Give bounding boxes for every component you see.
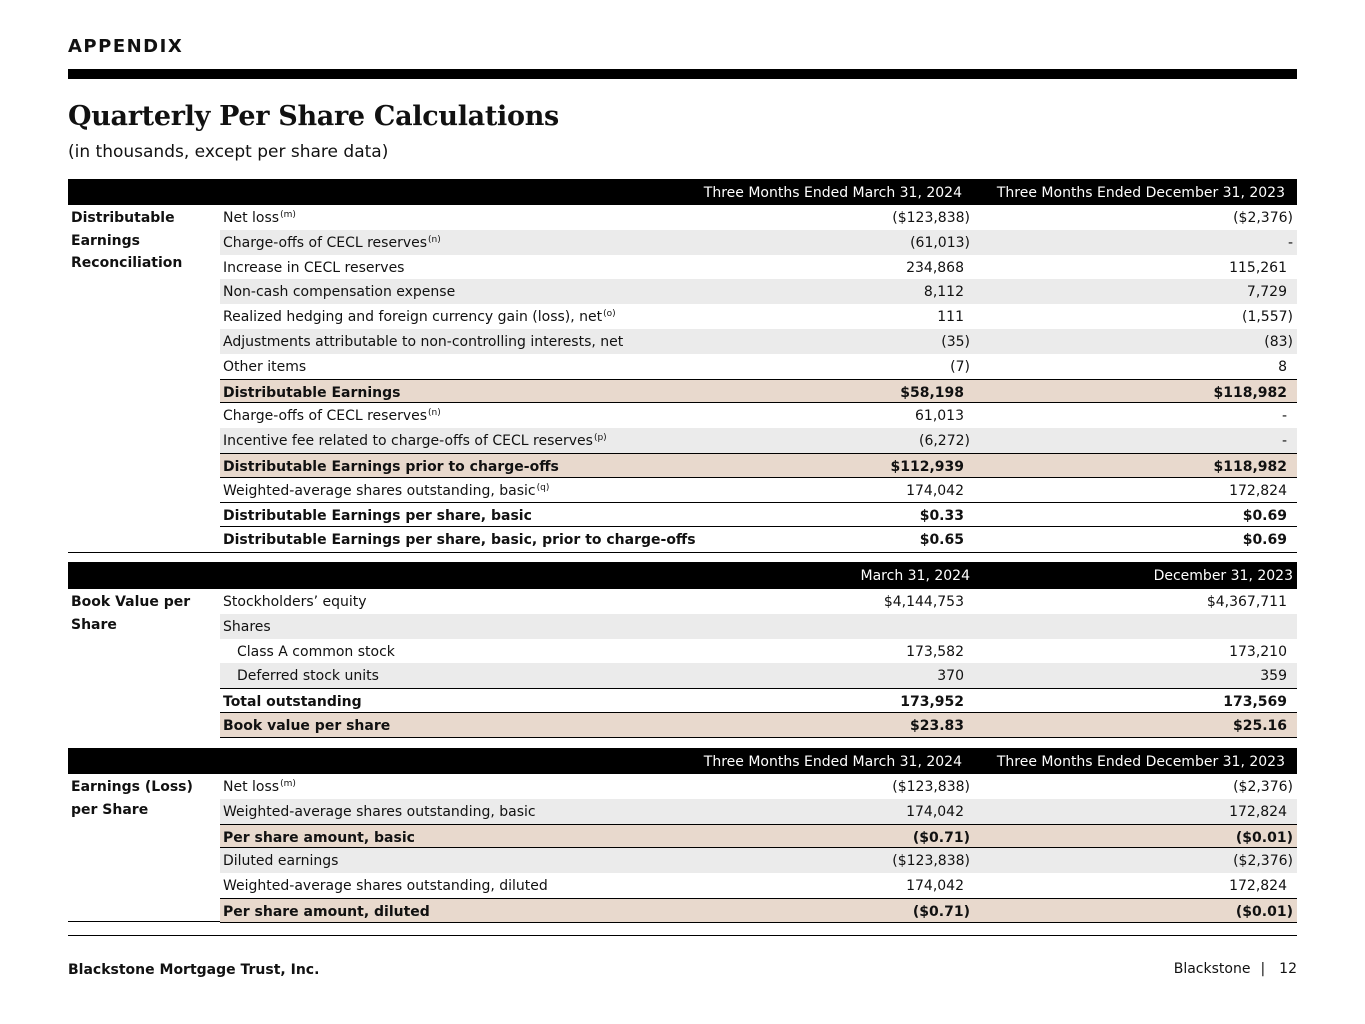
value-current: $0.65 <box>919 532 964 549</box>
row-label: Deferred stock units <box>237 668 379 685</box>
value-prior: 8 <box>1278 358 1287 375</box>
value-current: $112,939 <box>890 458 964 475</box>
footer-separator: | <box>1260 961 1266 977</box>
row-group-label: Book Value per Share <box>71 594 191 633</box>
table-row <box>220 279 1297 304</box>
value-prior: $0.69 <box>1242 507 1287 524</box>
value-current: ($123,838) <box>892 853 970 870</box>
value-prior: (83) <box>1264 333 1293 350</box>
table-row <box>220 614 1297 639</box>
table-row <box>220 589 1297 614</box>
table-row <box>220 873 1297 898</box>
section-label: APPENDIX <box>68 36 184 57</box>
table-row <box>220 205 1297 230</box>
value-current: 174,042 <box>906 878 964 895</box>
value-current: 174,042 <box>906 482 964 499</box>
value-prior: $4,367,711 <box>1206 594 1287 610</box>
total-row <box>220 688 1297 713</box>
value-prior: ($0.01) <box>1235 829 1293 846</box>
value-prior: 359 <box>1260 668 1287 685</box>
value-prior: 173,210 <box>1229 643 1287 660</box>
value-prior: 7,729 <box>1246 284 1287 301</box>
per-share-row <box>220 527 1297 552</box>
value-current: (35) <box>941 333 970 350</box>
row-label: Diluted earnings <box>223 853 339 870</box>
table-row <box>220 304 1297 329</box>
row-label: Charge-offs of CECL reserves$^{(n)}$ <box>223 408 441 425</box>
column-header-q1-2024: Three Months Ended March 31, 2024 <box>703 185 962 201</box>
column-header-q4-2023: Three Months Ended December 31, 2023 <box>996 754 1285 770</box>
total-row <box>220 898 1297 923</box>
value-current: 234,868 <box>906 259 964 276</box>
column-header-mar-2024: March 31, 2024 <box>860 568 970 584</box>
row-label: Class A common stock <box>237 643 395 660</box>
table-row <box>220 663 1297 688</box>
value-prior: 172,824 <box>1229 878 1287 895</box>
footnote-ref: (p) <box>593 433 607 444</box>
value-prior: ($2,376) <box>1233 210 1293 226</box>
value-prior: $25.16 <box>1232 717 1287 734</box>
page-number: 12 <box>1279 961 1297 977</box>
row-label: Net loss$^{(m)}$ <box>223 210 296 226</box>
value-prior: 172,824 <box>1229 803 1287 820</box>
table-row <box>220 230 1297 255</box>
value-current: 174,042 <box>906 803 964 820</box>
table-row <box>220 799 1297 824</box>
earnings-per-share-table <box>68 748 1297 922</box>
value-current: $0.33 <box>919 507 964 524</box>
total-row <box>220 824 1297 849</box>
row-label: Increase in CECL reserves <box>223 259 405 276</box>
value-current: 8,112 <box>923 284 964 301</box>
footer-rule <box>68 935 1297 936</box>
value-current: $4,144,753 <box>883 594 964 610</box>
brand-name: Blackstone <box>1173 961 1251 977</box>
table-row <box>220 848 1297 873</box>
row-label: Per share amount, basic <box>223 829 415 846</box>
row-label: Total outstanding <box>223 694 362 711</box>
page-subtitle: (in thousands, except per share data) <box>68 142 389 162</box>
row-group-label: Distributable Earnings Reconciliation <box>71 210 183 271</box>
value-current: ($123,838) <box>892 210 970 226</box>
value-prior: $118,982 <box>1213 384 1287 401</box>
row-label: Incentive fee related to charge-offs of CECL reserves$^{(p)}$ <box>223 433 607 450</box>
value-current: $23.83 <box>909 717 964 734</box>
value-prior: - <box>1281 408 1287 425</box>
row-label: Charge-offs of CECL reserves$^{(n)}$ <box>223 234 441 251</box>
value-current: (6,272) <box>918 433 970 450</box>
row-label: Shares <box>223 618 271 635</box>
column-header-dec-2023: December 31, 2023 <box>1153 568 1293 584</box>
table-header <box>68 179 1297 205</box>
table-row <box>220 354 1297 379</box>
value-prior: ($2,376) <box>1233 853 1293 870</box>
value-current: $58,198 <box>900 384 964 401</box>
row-label: Weighted-average shares outstanding, basic$^{(q)}$ <box>223 482 550 499</box>
row-label: Book value per share <box>223 717 391 734</box>
footnote-ref: (m) <box>280 210 296 220</box>
total-row <box>220 713 1297 738</box>
value-prior: 172,824 <box>1229 482 1287 499</box>
row-label: Per share amount, diluted <box>223 903 430 920</box>
table-row <box>220 403 1297 428</box>
distributable-earnings-table <box>68 179 1297 553</box>
table-row <box>220 428 1297 453</box>
book-value-table <box>68 562 1297 738</box>
row-label: Adjustments attributable to non-controlling interests, net <box>223 333 624 350</box>
column-header-q4-2023: Three Months Ended December 31, 2023 <box>996 185 1285 201</box>
footnote-ref: (n) <box>428 408 441 419</box>
row-label: Non-cash compensation expense <box>223 284 456 301</box>
value-prior: ($0.01) <box>1235 903 1293 920</box>
value-current: 173,952 <box>900 694 964 711</box>
value-prior: - <box>1281 433 1287 450</box>
value-prior: $0.69 <box>1242 532 1287 549</box>
footnote-ref: (q) <box>536 482 550 493</box>
total-row <box>220 453 1297 478</box>
row-group-label: Earnings (Loss) per Share <box>71 779 193 818</box>
column-header-q1-2024: Three Months Ended March 31, 2024 <box>703 754 962 770</box>
value-prior: 173,569 <box>1223 694 1287 711</box>
value-current: 173,582 <box>906 643 964 660</box>
value-current: ($0.71) <box>912 903 970 920</box>
value-current: (7) <box>950 358 970 375</box>
header-rule <box>68 69 1297 79</box>
value-prior: (1,557) <box>1241 309 1293 326</box>
per-share-row <box>220 503 1297 528</box>
table-row <box>220 255 1297 280</box>
total-row <box>220 379 1297 404</box>
footnote-ref: (m) <box>280 779 296 789</box>
value-prior: $118,982 <box>1213 458 1287 475</box>
value-prior: 115,261 <box>1229 259 1287 276</box>
value-prior: ($2,376) <box>1233 779 1293 795</box>
value-current: 370 <box>937 668 964 685</box>
table-row <box>220 478 1297 503</box>
page-title: Quarterly Per Share Calculations <box>68 101 559 132</box>
table-row <box>220 639 1297 664</box>
table-header <box>68 562 1297 589</box>
row-label: Realized hedging and foreign currency gain (loss), net$^{(o)}$ <box>223 309 616 326</box>
value-current: 111 <box>937 309 964 326</box>
value-current: ($0.71) <box>912 829 970 846</box>
footnote-ref: (o) <box>603 309 616 320</box>
table-end-rule <box>68 552 1297 553</box>
row-label: Stockholders’ equity <box>223 594 367 610</box>
table-header <box>68 748 1297 774</box>
row-label: Net loss$^{(m)}$ <box>223 779 296 795</box>
footnote-ref: (n) <box>428 234 441 245</box>
row-label: Distributable Earnings prior to charge-offs <box>223 458 559 475</box>
value-current: (61,013) <box>910 234 970 251</box>
table-row <box>220 329 1297 354</box>
row-label: Weighted-average shares outstanding, basic <box>223 803 536 820</box>
row-label: Weighted-average shares outstanding, diluted <box>223 878 548 895</box>
row-label: Distributable Earnings per share, basic <box>223 507 532 524</box>
value-current: ($123,838) <box>892 779 970 795</box>
row-label: Other items <box>223 358 307 375</box>
table-row <box>220 774 1297 799</box>
footer-brand <box>1174 961 1297 977</box>
value-current: 61,013 <box>915 408 964 425</box>
row-label: Distributable Earnings <box>223 384 401 401</box>
value-prior: - <box>1287 234 1293 251</box>
company-name: Blackstone Mortgage Trust, Inc. <box>68 962 320 978</box>
row-label: Distributable Earnings per share, basic, prior to charge-offs <box>223 532 696 549</box>
